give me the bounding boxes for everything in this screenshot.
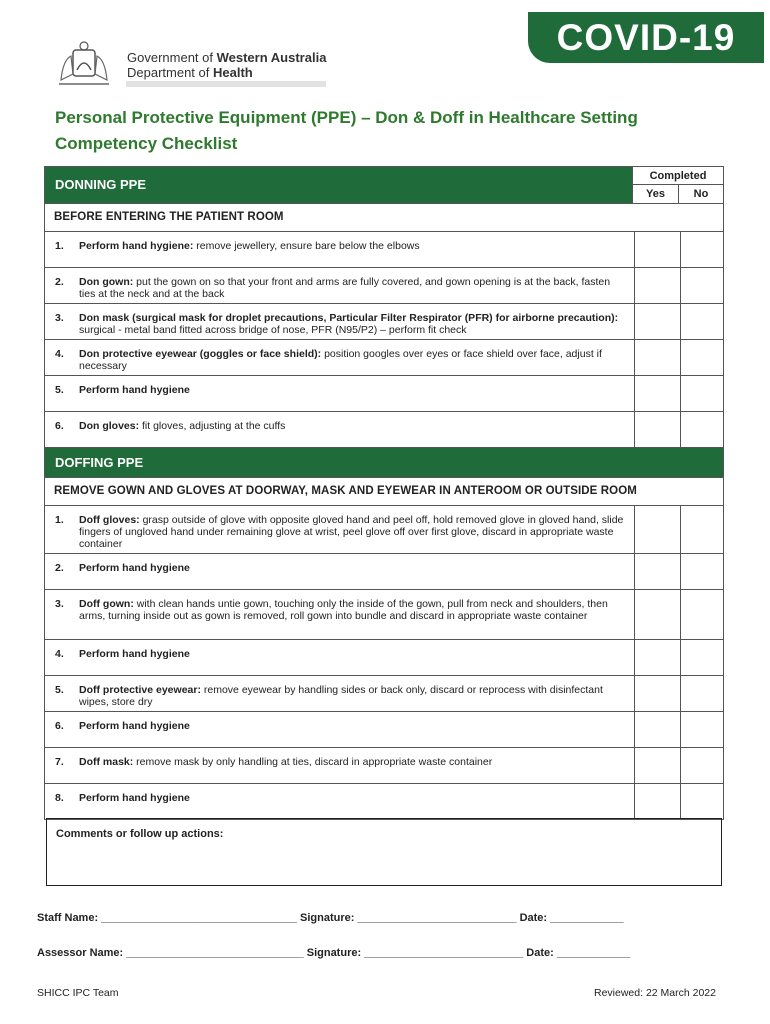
donning-subheader: BEFORE ENTERING THE PATIENT ROOM	[45, 204, 723, 232]
yes-checkbox-cell[interactable]	[634, 412, 680, 447]
item-text	[79, 268, 634, 303]
checklist-row	[45, 784, 723, 820]
item-detail-text: remove mask by only handling at ties, discard in appropriate waste container	[133, 756, 493, 768]
item-detail-text: put the gown on so that your front and arms are fully covered, and gown opening is at the back, fasten ties at the neck and at the back	[79, 276, 611, 300]
completed-column-header: Completed	[632, 167, 723, 185]
item-number: 7.	[55, 756, 64, 768]
item-bold-text: Perform hand hygiene	[79, 562, 190, 574]
checklist-row	[45, 304, 723, 340]
item-detail-text: surgical - metal band fitted across bridge of nose, PFR (N95/P2) – perform fit check	[79, 324, 467, 336]
no-checkbox-cell[interactable]	[680, 340, 723, 375]
item-number: 6.	[55, 720, 64, 732]
checklist-row	[45, 506, 723, 554]
item-text	[79, 590, 634, 639]
comments-box[interactable]	[46, 818, 722, 886]
item-number: 4.	[55, 648, 64, 660]
yes-checkbox-cell[interactable]	[634, 748, 680, 783]
checklist-row	[45, 232, 723, 268]
item-bold-text: Perform hand hygiene:	[79, 240, 194, 252]
item-bold-text: Perform hand hygiene	[79, 720, 190, 732]
no-checkbox-cell[interactable]	[680, 590, 723, 639]
yes-checkbox-cell[interactable]	[634, 376, 680, 411]
checklist-row	[45, 268, 723, 304]
item-text	[79, 412, 634, 447]
item-bold-text: Don mask (surgical mask for droplet precautions, Particular Filter Respirator (PFR) for airborne precaution):	[79, 312, 619, 324]
item-text	[79, 640, 634, 675]
yes-checkbox-cell[interactable]	[634, 640, 680, 675]
item-number: 5.	[55, 684, 64, 696]
item-bold-text: Don protective eyewear (goggles or face shield):	[79, 348, 322, 360]
no-checkbox-cell[interactable]	[680, 640, 723, 675]
item-text	[79, 232, 634, 267]
no-column-header: No	[678, 185, 723, 203]
item-text	[79, 304, 634, 339]
checklist-row	[45, 590, 723, 640]
checklist-row	[45, 640, 723, 676]
item-number: 3.	[55, 598, 64, 610]
item-text	[79, 376, 634, 411]
yes-column-header: Yes	[632, 185, 678, 203]
checklist-table	[44, 166, 724, 820]
item-text	[79, 748, 634, 783]
checklist-row	[45, 376, 723, 412]
donning-header	[45, 167, 723, 204]
item-number: 5.	[55, 384, 64, 396]
item-bold-text: Perform hand hygiene	[79, 384, 190, 396]
footer-reviewed-date: Reviewed: 22 March 2022	[594, 987, 716, 999]
item-bold-text: Doff gown:	[79, 598, 134, 610]
no-checkbox-cell[interactable]	[680, 554, 723, 589]
no-checkbox-cell[interactable]	[680, 232, 723, 267]
yes-checkbox-cell[interactable]	[634, 340, 680, 375]
item-number: 1.	[55, 240, 64, 252]
item-bold-text: Doff mask:	[79, 756, 134, 768]
item-text	[79, 676, 634, 711]
item-number: 8.	[55, 792, 64, 804]
yes-checkbox-cell[interactable]	[634, 554, 680, 589]
staff-signature-line[interactable]: Staff Name: ________________________________ Signature: __________________________ Date: ____________	[37, 912, 624, 924]
item-detail-text: remove eyewear by handling sides or back only, discard or reprocess with disinfectant wipes, store dry	[79, 684, 603, 708]
donning-section-title: DONNING PPE	[45, 167, 632, 203]
no-checkbox-cell[interactable]	[680, 748, 723, 783]
yes-checkbox-cell[interactable]	[634, 268, 680, 303]
item-text	[79, 506, 634, 553]
item-detail-text: remove jewellery, ensure bare below the elbows	[193, 240, 420, 252]
item-detail-text: position googles over eyes or face shield over face, adjust if necessary	[79, 348, 602, 372]
item-bold-text: Don gown:	[79, 276, 134, 288]
covid-badge: COVID-19	[528, 12, 764, 63]
yes-checkbox-cell[interactable]	[634, 712, 680, 747]
item-text	[79, 554, 634, 589]
checklist-row	[45, 712, 723, 748]
no-checkbox-cell[interactable]	[680, 784, 723, 819]
item-detail-text: grasp outside of glove with opposite gloved hand and peel off, hold removed glove in gloved hand, slide fingers of ungloved hand under remaining glove at wrist, peel glove off over first glove, discard in appropriate waste container	[79, 514, 624, 550]
item-number: 1.	[55, 514, 64, 526]
assessor-signature-line[interactable]: Assessor Name: _____________________________ Signature: __________________________ Date: ____________	[37, 947, 631, 959]
government-name: Government of Western Australia Department of Health	[127, 50, 327, 80]
no-checkbox-cell[interactable]	[680, 712, 723, 747]
no-checkbox-cell[interactable]	[680, 676, 723, 711]
checklist-row	[45, 676, 723, 712]
no-checkbox-cell[interactable]	[680, 304, 723, 339]
item-bold-text: Doff gloves:	[79, 514, 140, 526]
item-text	[79, 784, 634, 819]
item-number: 3.	[55, 312, 64, 324]
footer-team: SHICC IPC Team	[37, 987, 119, 999]
yes-checkbox-cell[interactable]	[634, 590, 680, 639]
item-text	[79, 712, 634, 747]
yes-checkbox-cell[interactable]	[634, 506, 680, 553]
doffing-subheader: REMOVE GOWN AND GLOVES AT DOORWAY, MASK AND EYEWEAR IN ANTEROOM OR OUTSIDE ROOM	[45, 478, 723, 506]
no-checkbox-cell[interactable]	[680, 412, 723, 447]
checklist-row	[45, 554, 723, 590]
yes-checkbox-cell[interactable]	[634, 784, 680, 819]
comments-label: Comments or follow up actions:	[56, 828, 224, 840]
item-number: 2.	[55, 562, 64, 574]
no-checkbox-cell[interactable]	[680, 268, 723, 303]
no-checkbox-cell[interactable]	[680, 506, 723, 553]
item-text	[79, 340, 634, 375]
yes-checkbox-cell[interactable]	[634, 676, 680, 711]
item-number: 6.	[55, 420, 64, 432]
item-bold-text: Perform hand hygiene	[79, 792, 190, 804]
item-bold-text: Doff protective eyewear:	[79, 684, 201, 696]
no-checkbox-cell[interactable]	[680, 376, 723, 411]
page-title: Personal Protective Equipment (PPE) – Don & Doff in Healthcare Setting Competency Checklist	[55, 108, 638, 153]
yes-checkbox-cell[interactable]	[634, 232, 680, 267]
item-number: 2.	[55, 276, 64, 288]
header-divider	[126, 81, 326, 87]
item-bold-text: Perform hand hygiene	[79, 648, 190, 660]
checklist-row	[45, 412, 723, 448]
item-bold-text: Don gloves:	[79, 420, 140, 432]
item-number: 4.	[55, 348, 64, 360]
item-detail-text: fit gloves, adjusting at the cuffs	[139, 420, 286, 432]
item-detail-text: with clean hands untie gown, touching only the inside of the gown, pull from neck and shoulders, then arms, turning inside out as gown is removed, roll gown into bundle and discard in appropriate waste container	[79, 598, 608, 622]
doffing-section-title: DOFFING PPE	[45, 448, 723, 478]
wa-government-crest-logo	[55, 40, 113, 90]
checklist-row	[45, 748, 723, 784]
checklist-row	[45, 340, 723, 376]
yes-checkbox-cell[interactable]	[634, 304, 680, 339]
